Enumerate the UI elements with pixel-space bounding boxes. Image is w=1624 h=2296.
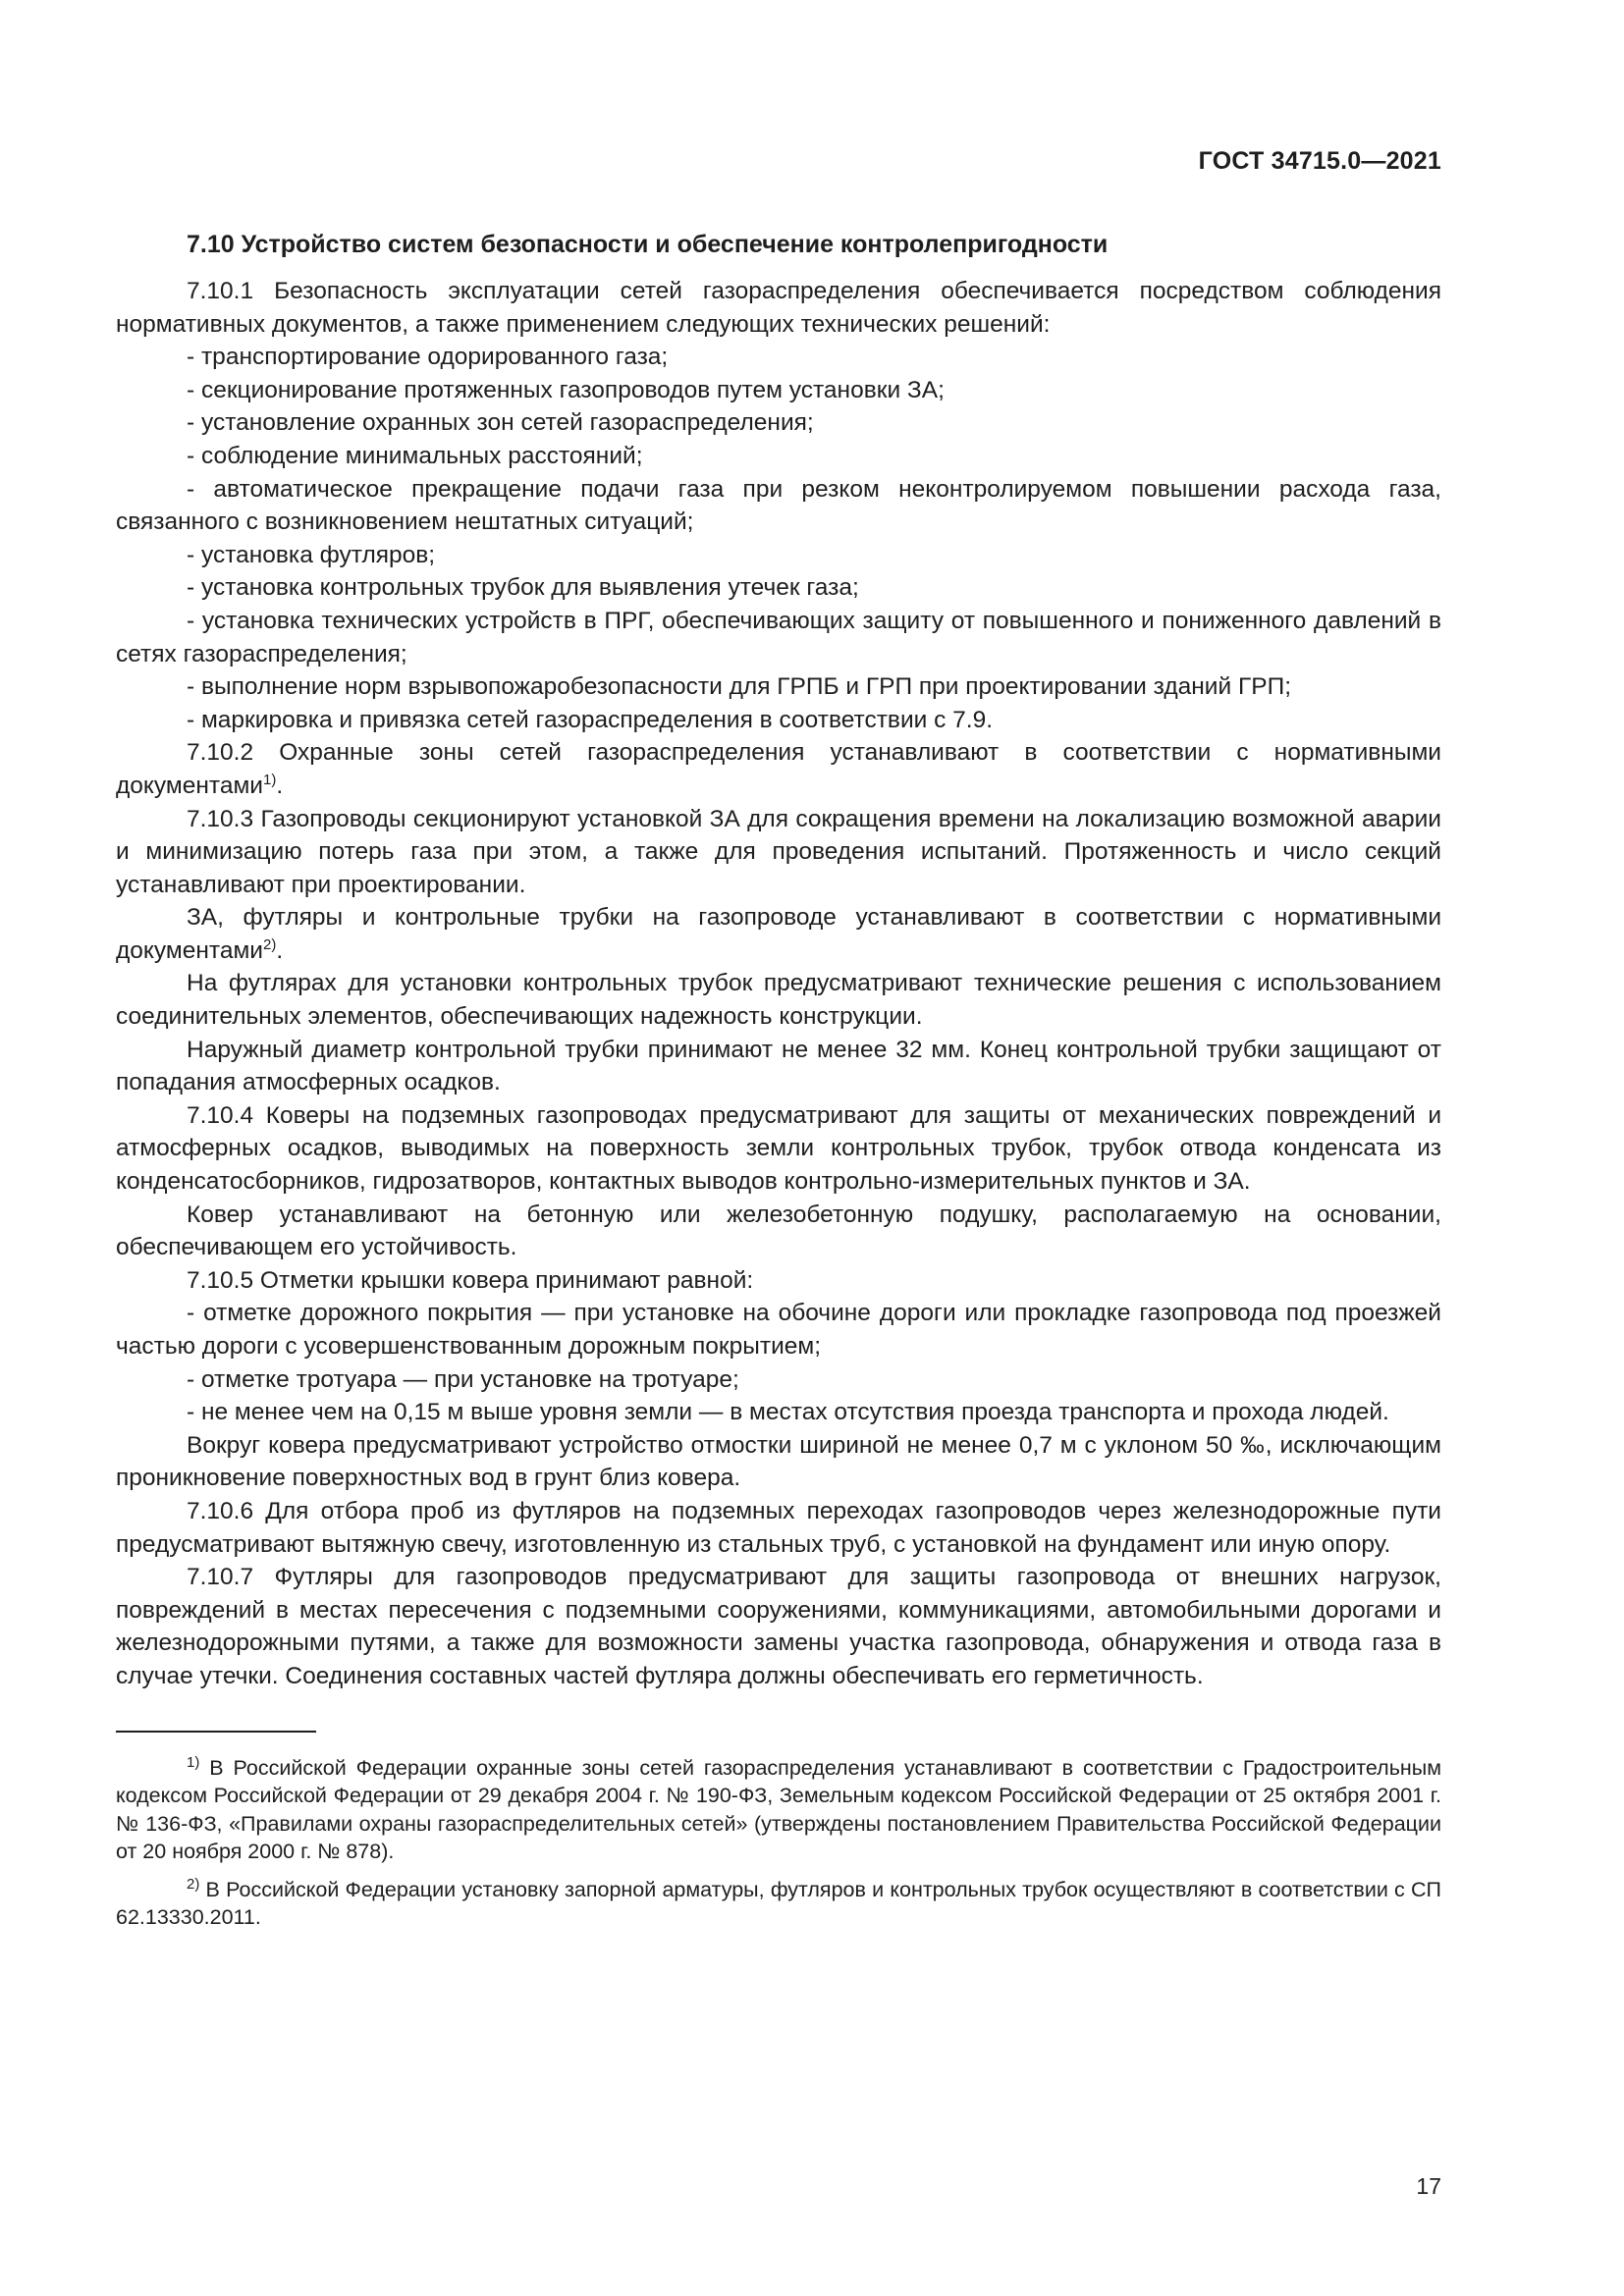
paragraph: 7.10.4 Коверы на подземных газопроводах предусматривают для защиты от механических повреждений и атмосферных осадков, выводимых на поверхность земли контрольных трубок, трубок отвода конденсата из конденсатосборников, гидрозатворов, контактных выводов контрольно-измерительных пунктов и ЗА. — [116, 1101, 1441, 1196]
paragraph: 7.10.2 Охранные зоны сетей газораспределения устанавливают в соответствии с нормативными документами$^{1)}$. — [116, 739, 1441, 799]
list-item: - выполнение норм взрывопожаробезопасности для ГРПБ и ГРП при проектировании зданий ГРП; — [187, 673, 1292, 701]
paragraph: ЗА, футляры и контрольные трубки на газопроводе устанавливают в соответствии с нормативными документами$^{2)}$. — [116, 904, 1441, 964]
paragraph: 7.10.6 Для отбора проб из футляров на подземных переходах газопроводов через железнодорожные пути предусматривают вытяжную свечу, изготовленную из стальных труб, с установкой на фундамент или иную опору. — [116, 1497, 1441, 1558]
paragraph: 7.10.5 Отметки крышки ковера принимают равной: — [187, 1266, 754, 1294]
list-item: - установление охранных зон сетей газораспределения; — [187, 409, 814, 437]
paragraph: 7.10.3 Газопроводы секционируют установкой ЗА для сокращения времени на локализацию возможной аварии и минимизацию потерь газа при этом, а также для проведения испытаний. Протяженность и число секций устанавливают при проектировании. — [116, 805, 1441, 898]
document-code: ГОСТ 34715.0—2021 — [1198, 147, 1441, 175]
footnote-mark: 1) — [187, 1753, 200, 1771]
paragraph: Вокруг ковера предусматривают устройство отмостки шириной не менее 0,7 м с уклоном 50 ‰, исключающим проникновение поверхностных вод в грунт близ ковера. — [116, 1431, 1441, 1492]
paragraph: Ковер устанавливают на бетонную или железобетонную подушку, располагаемую на основании, обеспечивающем его устойчивость. — [116, 1201, 1441, 1261]
list-item: - транспортирование одорированного газа; — [187, 344, 669, 371]
page-content — [116, 228, 1441, 1942]
list-item: - автоматическое прекращение подачи газа при резком неконтролируемом повышении расхода газа, связанного с возникновением нештатных ситуаций; — [116, 475, 1441, 536]
list-item: - отметке дорожного покрытия — при установке на обочине дороги или прокладке газопровода под проезжей частью дороги с усовершенствованным дорожным покрытием; — [116, 1300, 1441, 1360]
paragraph: 7.10.1 Безопасность эксплуатации сетей газораспределения обеспечивается посредством соблюдения нормативных документов, а также применением следующих технических решений: — [116, 278, 1441, 338]
paragraph: 7.10.7 Футляры для газопроводов предусматривают для защиты газопровода от внешних нагрузок, повреждений в местах пересечения с подземными сооружениями, коммуникациями, автомобильными дорогами и железнодорожными путями, а также для возможности замены участка газопровода, обнаружения и отвода газа в случае утечки. Соединения составных частей футляра должны обеспечивать его герметичность. — [116, 1564, 1441, 1689]
list-item: - установка футляров; — [187, 541, 436, 568]
footnote: $^{2)}$ В Российской Федерации установку запорной арматуры, футляров и контрольных трубок осуществляют в соответствии с СП 62.13330.2011. — [116, 1875, 1441, 1930]
footnote-divider — [116, 1731, 316, 1733]
list-item: - соблюдение минимальных расстояний; — [187, 442, 643, 469]
footnote-ref[interactable]: 2) — [263, 935, 277, 953]
list-item: - отметке тротуара — при установке на тротуаре; — [187, 1365, 739, 1393]
footnote-mark: 2) — [187, 1875, 200, 1893]
paragraph: На футлярах для установки контрольных трубок предусматривают технические решения с использованием соединительных элементов, обеспечивающих надежность конструкции. — [116, 970, 1441, 1031]
list-item: - установка технических устройств в ПРГ, обеспечивающих защиту от повышенного и пониженного давлений в сетях газораспределения; — [116, 607, 1441, 667]
list-item: - установка контрольных трубок для выявления утечек газа; — [187, 574, 859, 602]
list-item: - секционирование протяженных газопроводов путем установки ЗА; — [187, 376, 945, 403]
section-title: 7.10 Устройство систем безопасности и обеспечение контролепригодности — [187, 231, 1109, 258]
list-item: - не менее чем на 0,15 м выше уровня земли — в местах отсутствия проезда транспорта и прохода людей. — [187, 1399, 1389, 1426]
page-number: 17 — [1416, 2173, 1441, 2199]
list-item: - маркировка и привязка сетей газораспределения в соответствии с 7.9. — [187, 706, 994, 733]
footnote: $^{1)}$ В Российской Федерации охранные зоны сетей газораспределения устанавливают в соответствии с Градостроительным кодексом Российской Федерации от 29 декабря 2004 г. № 190-ФЗ, Земельным кодексом Российской Федерации от 25 октября 2001 г. № 136-ФЗ, «Правилами охраны газораспределительных сетей» (утверждены постановлением Правительства Российской Федерации от 20 ноября 2000 г. № 878). — [116, 1753, 1441, 1864]
footnote-ref[interactable]: 1) — [263, 771, 277, 788]
paragraph: Наружный диаметр контрольной трубки принимают не менее 32 мм. Конец контрольной трубки защищают от попадания атмосферных осадков. — [116, 1036, 1441, 1096]
